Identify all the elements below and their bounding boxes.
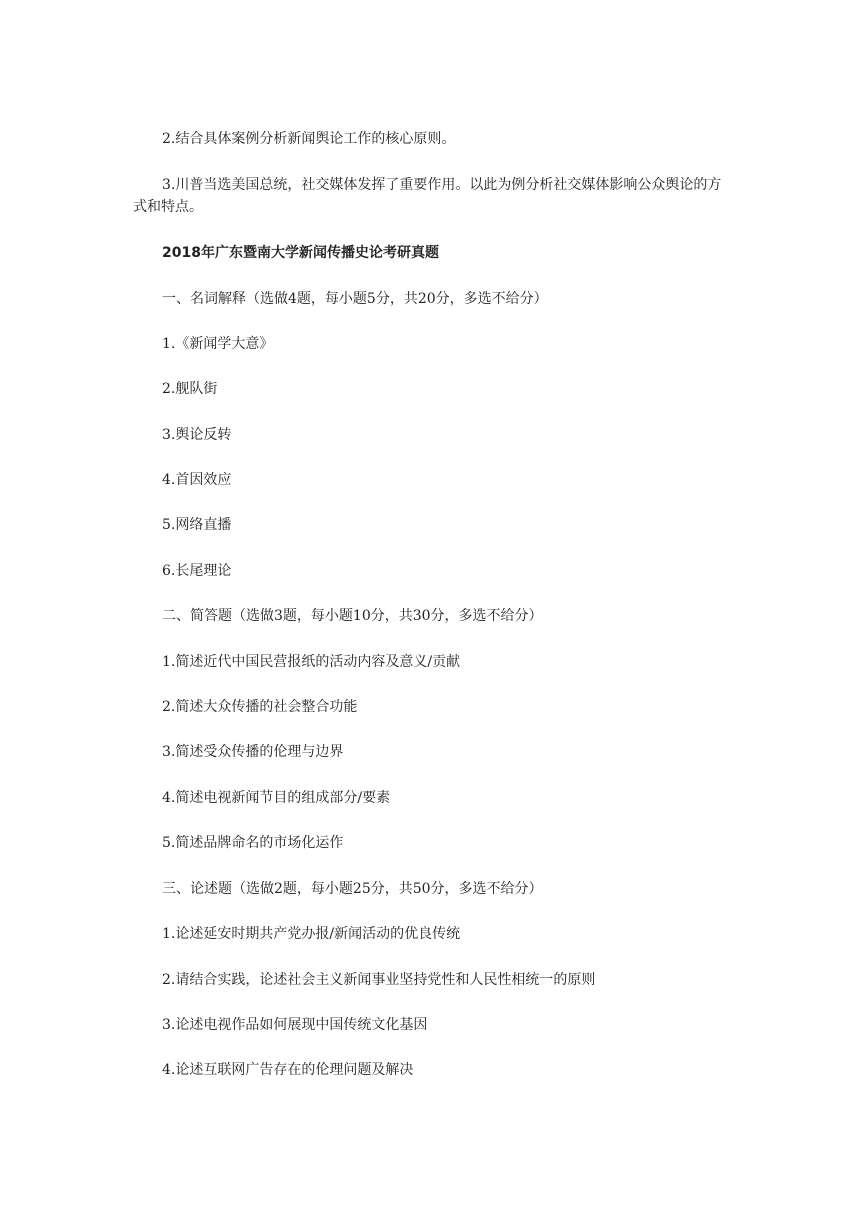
list-item: 3.论述电视作品如何展现中国传统文化基因	[162, 1017, 428, 1033]
list-item: 4.简述电视新闻节目的组成部分/要素	[162, 790, 391, 806]
list-item: 5.简述品牌命名的市场化运作	[162, 835, 344, 851]
section-heading: 二、简答题（选做3题，每小题10分，共30分，多选不给分）	[162, 608, 543, 624]
list-item: 3.舆论反转	[162, 427, 232, 443]
list-item: 1.《新闻学大意》	[162, 336, 274, 352]
list-item: 5.网络直播	[162, 517, 232, 533]
list-item: 4.论述互联网广告存在的伦理问题及解决	[162, 1062, 414, 1078]
section-heading: 一、名词解释（选做4题，每小题5分，共20分，多选不给分）	[162, 291, 548, 307]
list-item: 4.首因效应	[162, 472, 232, 488]
list-item: 3.简述受众传播的伦理与边界	[162, 744, 344, 760]
question-paragraph: 2.结合具体案例分析新闻舆论工作的核心原则。	[162, 131, 456, 147]
list-item: 2.舰队街	[162, 381, 218, 397]
list-item: 6.长尾理论	[162, 563, 232, 579]
exam-title: 2018年广东暨南大学新闻传播史论考研真题	[162, 245, 439, 261]
list-item: 1.简述近代中国民营报纸的活动内容及意义/贡献	[162, 654, 461, 670]
list-item: 2.简述大众传播的社会整合功能	[162, 699, 358, 715]
list-item: 2.请结合实践，论述社会主义新闻事业坚持党性和人民性相统一的原则	[162, 972, 596, 988]
section-heading: 三、论述题（选做2题，每小题25分，共50分，多选不给分）	[162, 881, 543, 897]
list-item: 1.论述延安时期共产党办报/新闻活动的优良传统	[162, 926, 461, 942]
question-paragraph: 3.川普当选美国总统，社交媒体发挥了重要作用。以此为例分析社交媒体影响公众舆论的方式和特点。	[133, 177, 722, 215]
